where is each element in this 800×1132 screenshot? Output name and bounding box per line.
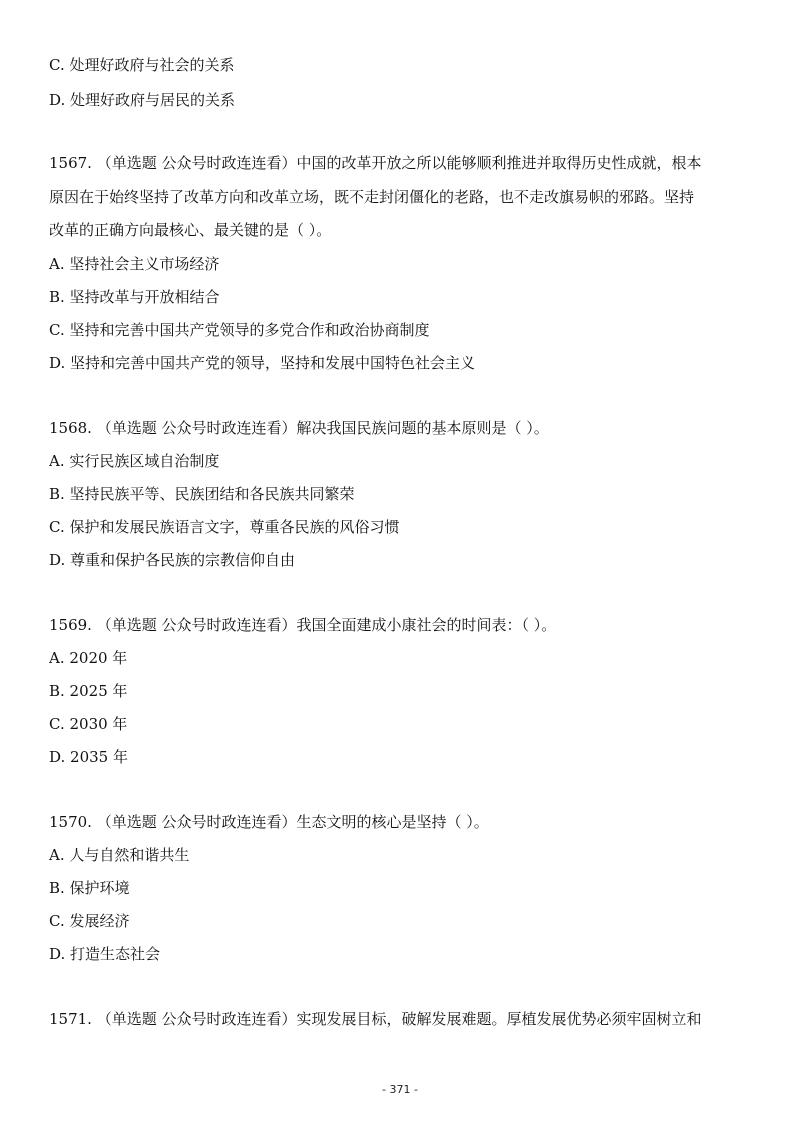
question-1569-option-c: C. 2030 年 (49, 715, 128, 733)
question-1570-option-d: D. 打造生态社会 (49, 945, 161, 963)
question-1570-option-a: A. 人与自然和谐共生 (49, 846, 190, 864)
question-1570-option-b: B. 保护环境 (49, 879, 130, 897)
question-1567-stem-line-3: 改革的正确方向最核心、最关键的是（ ）。 (49, 221, 332, 239)
question-1568-option-a: A. 实行民族区域自治制度 (49, 452, 220, 470)
question-1568-option-d: D. 尊重和保护各民族的宗教信仰自由 (49, 551, 296, 569)
question-1568-option-b: B. 坚持民族平等、民族团结和各民族共同繁荣 (49, 485, 355, 503)
question-1567-stem-line-1: 1567. （单选题 公众号时政连连看）中国的改革开放之所以能够顺利推进并取得历史性成就，根本 (49, 154, 702, 172)
question-1567-option-b: B. 坚持改革与开放相结合 (49, 288, 220, 306)
question-1569-stem: 1569. （单选题 公众号时政连连看）我国全面建成小康社会的时间表：（ ）。 (49, 616, 557, 634)
question-1568-stem: 1568. （单选题 公众号时政连连看）解决我国民族问题的基本原则是（ ）。 (49, 419, 549, 437)
question-1567-option-a: A. 坚持社会主义市场经济 (49, 255, 220, 273)
prev-option-d: D. 处理好政府与居民的关系 (49, 91, 236, 109)
question-1570-option-c: C. 发展经济 (49, 912, 130, 930)
question-1567-stem-line-2: 原因在于始终坚持了改革方向和改革立场，既不走封闭僵化的老路，也不走改旗易帜的邪路。坚持 (49, 188, 695, 206)
page-number: - 371 - (382, 1083, 418, 1096)
question-1567-option-c: C. 坚持和完善中国共产党领导的多党合作和政治协商制度 (49, 321, 430, 339)
question-1571-stem-line-1: 1571. （单选题 公众号时政连连看）实现发展目标，破解发展难题。厚植发展优势必须牢固树立和 (49, 1010, 702, 1028)
question-1569-option-d: D. 2035 年 (49, 748, 128, 766)
question-1569-option-b: B. 2025 年 (49, 682, 128, 700)
question-1568-option-c: C. 保护和发展民族语言文字，尊重各民族的风俗习惯 (49, 518, 400, 536)
question-1570-stem: 1570. （单选题 公众号时政连连看）生态文明的核心是坚持（ ）。 (49, 813, 489, 831)
prev-option-c: C. 处理好政府与社会的关系 (49, 56, 235, 74)
question-1569-option-a: A. 2020 年 (49, 649, 128, 667)
question-1567-option-d: D. 坚持和完善中国共产党的领导，坚持和发展中国特色社会主义 (49, 354, 476, 372)
